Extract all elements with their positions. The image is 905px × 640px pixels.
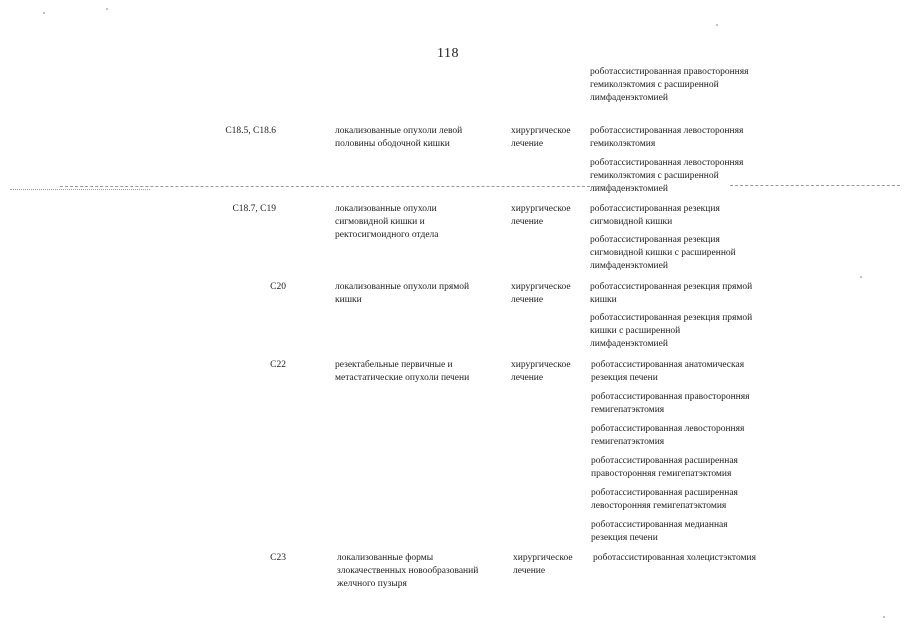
diagnosis-cell: локализованные опухоли левой половины ободочной кишки [335, 126, 463, 149]
diagnosis-cell: локализованные формы злокачественных новообразований желчного пузыря [337, 553, 479, 589]
procedure-cell: роботассистированная расширенная левосторонняя гемигепатэктомия [591, 488, 738, 511]
diagnosis-cell: локализованные опухоли прямой кишки [335, 282, 470, 305]
code-cell: C23 [270, 553, 286, 563]
treatment-cell: хирургическое лечение [513, 553, 573, 576]
procedure-cell: роботассистированная резекция прямой кишки [590, 282, 753, 305]
scan-speck [860, 276, 862, 278]
scan-speck [106, 8, 108, 10]
procedure-cell: роботассистированная левосторонняя гемигепатэктомия [591, 424, 745, 447]
scan-artifact-line [730, 185, 900, 186]
procedure-cell: роботассистированная медианная резекция печени [591, 520, 728, 543]
scan-artifact-line [60, 186, 620, 187]
procedure-cell: роботассистированная правосторонняя гемиколэктомия с расширенной лимфаденэктомией [590, 67, 749, 103]
diagnosis-cell: резектабельные первичные и метастатические опухоли печени [335, 360, 470, 383]
treatment-cell: хирургическое лечение [511, 126, 571, 149]
diagnosis-cell: локализованные опухоли сигмовидной кишки и ректосигмоидного отдела [335, 204, 439, 240]
procedure-cell: роботассистированная левосторонняя гемиколэктомия с расширенной лимфаденэктомией [590, 158, 744, 194]
procedure-cell: роботассистированная левосторонняя гемиколэктомия [590, 126, 744, 149]
code-cell: C18.7, C19 [232, 204, 276, 214]
scan-speck [883, 616, 885, 618]
procedure-cell: роботассистированная резекция прямой кишки с расширенной лимфаденэктомией [590, 313, 753, 349]
procedure-cell: роботассистированная холецистэктомия [593, 553, 756, 563]
procedure-cell: роботассистированная резекция сигмовидной кишки с расширенной лимфаденэктомией [590, 235, 736, 271]
code-cell: C22 [270, 360, 286, 370]
procedure-cell: роботассистированная резекция сигмовидной кишки [590, 204, 720, 227]
code-cell: C18.5, C18.6 [225, 126, 276, 136]
scan-speck [43, 12, 45, 14]
treatment-cell: хирургическое лечение [511, 360, 571, 383]
procedure-cell: роботассистированная анатомическая резекция печени [591, 360, 745, 383]
code-cell: C20 [270, 282, 286, 292]
page-number: 118 [437, 46, 459, 61]
treatment-cell: хирургическое лечение [511, 282, 571, 305]
procedure-cell: роботассистированная расширенная правосторонняя гемигепатэктомия [591, 456, 738, 479]
procedure-cell: роботассистированная правосторонняя гемигепатэктомия [591, 392, 750, 415]
scan-speck [716, 24, 718, 26]
treatment-cell: хирургическое лечение [511, 204, 571, 227]
scan-artifact-line [10, 189, 150, 190]
